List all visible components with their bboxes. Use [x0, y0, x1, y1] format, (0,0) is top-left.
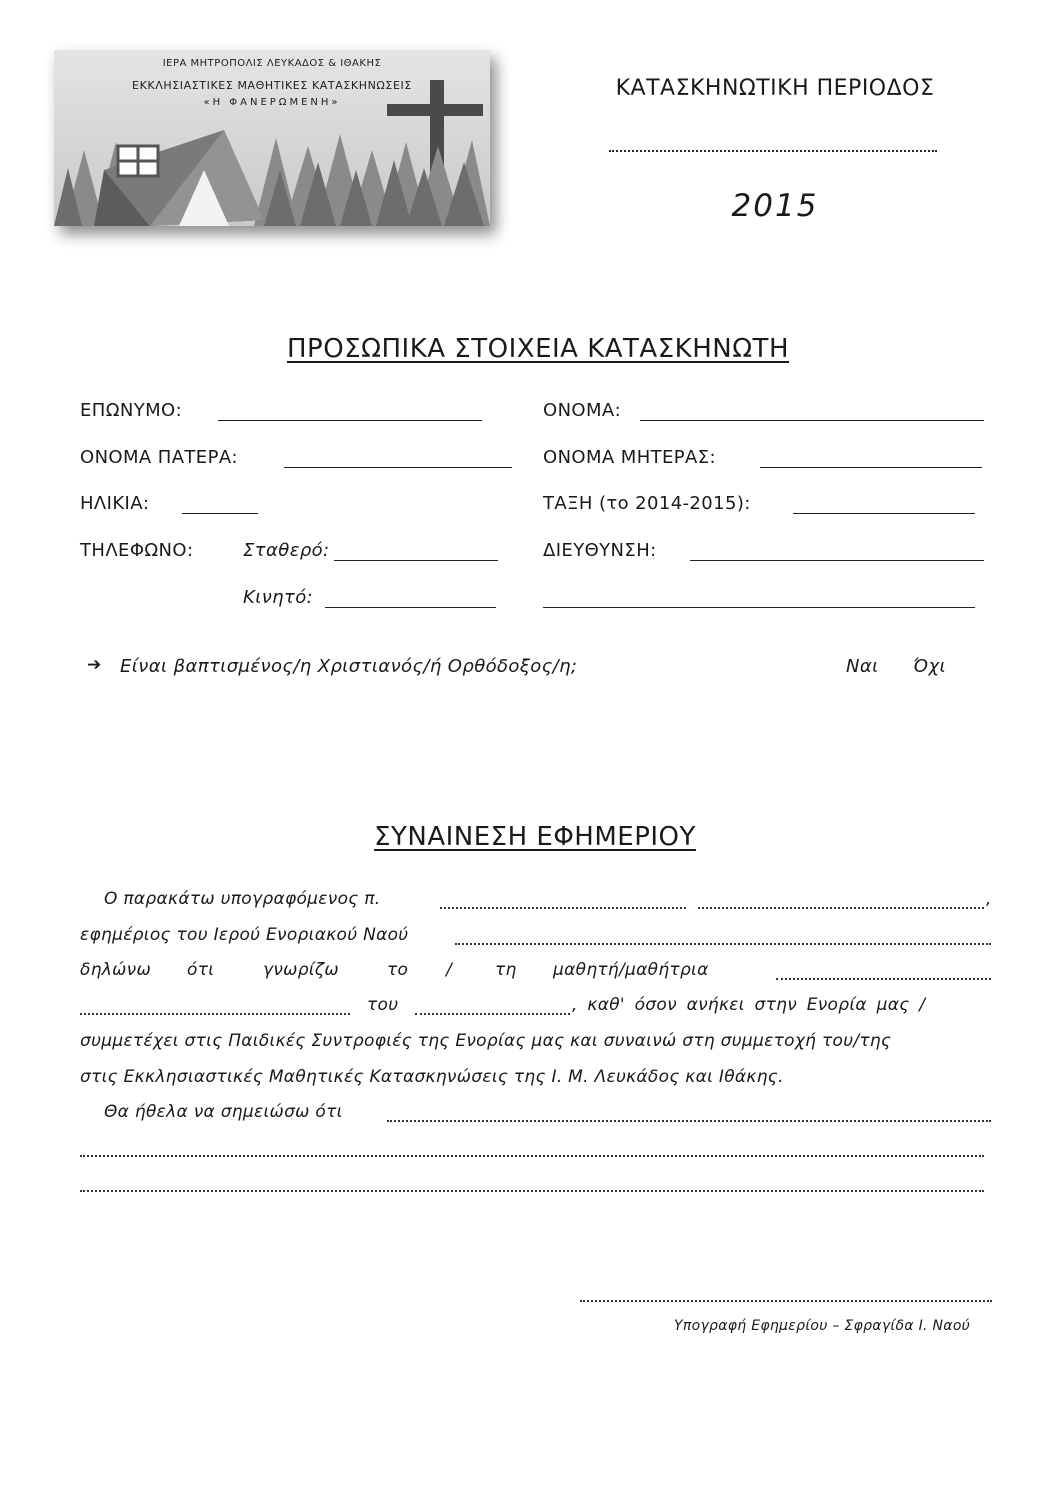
landline-field[interactable]	[334, 560, 498, 561]
logo-line-3: «Η ΦΑΝΕΡΩΜΕΝΗ»	[203, 97, 341, 108]
mother-name-field[interactable]	[760, 467, 982, 468]
camp-year: 2015	[731, 188, 819, 224]
priest-name-field[interactable]	[440, 907, 686, 909]
address-field[interactable]	[690, 560, 984, 561]
consent-word: ότι	[187, 960, 215, 980]
baptism-yes-option[interactable]: Ναι	[846, 656, 879, 677]
consent-camps-text: στις Εκκλησιαστικές Μαθητικές Κατασκηνώσεις της Ι. Μ. Λευκάδος και Ιθάκης.	[80, 1067, 784, 1087]
surname-label: ΕΠΩΝΥΜΟ:	[80, 400, 183, 421]
consent-word: του	[367, 995, 399, 1015]
note-label: Θα ήθελα να σημειώσω ότι	[104, 1102, 343, 1122]
baptism-question: Είναι βαπτισμένος/η Χριστιανός/ή Ορθόδοξος/η;	[120, 656, 578, 677]
consent-word: γνωρίζω	[263, 960, 339, 980]
consent-intro-text: Ο παρακάτω υπογραφόμενος π.	[104, 889, 381, 909]
grade-label: ΤΑΞΗ (το 2014-2015):	[543, 493, 751, 514]
camp-period-field[interactable]	[609, 140, 937, 152]
name-label: ΟΝΟΜΑ:	[543, 400, 622, 421]
parish-church-text: εφημέριος του Ιερού Ενοριακού Ναού	[80, 925, 409, 945]
name-field[interactable]	[640, 420, 984, 421]
address-label: ΔΙΕΥΘΥΝΣΗ:	[543, 540, 657, 561]
consent-participation-text: συμμετέχει στις Παιδικές Συντροφιές της Ενορίας μας και συναινώ στη συμμετοχή του/της	[80, 1031, 892, 1051]
logo-line-2: ΕΚΚΛΗΣΙΑΣΤΙΚΕΣ ΜΑΘΗΤΙΚΕΣ ΚΑΤΑΣΚΗΝΩΣΕΙΣ	[132, 79, 412, 92]
arrow-right-icon: ➔	[87, 655, 102, 675]
father-name-field[interactable]	[284, 467, 512, 468]
father-name-label: ΟΝΟΜΑ ΠΑΤΕΡΑ:	[80, 447, 239, 468]
father-name-consent-field[interactable]	[415, 1013, 570, 1015]
mother-name-label: ΟΝΟΜΑ ΜΗΤΕΡΑΣ:	[543, 447, 717, 468]
note-field-line-3[interactable]	[80, 1190, 984, 1192]
consent-word: το	[387, 960, 409, 980]
age-label: ΗΛΙΚΙΑ:	[80, 493, 150, 514]
consent-word: /	[446, 960, 453, 980]
camp-logo-illustration	[54, 50, 490, 226]
mobile-field[interactable]	[325, 607, 496, 608]
consent-parish-text: , καθ' όσον ανήκει στην Ενορία μας /	[572, 995, 926, 1015]
note-field-line-2[interactable]	[80, 1155, 984, 1157]
baptism-no-option[interactable]: Όχι	[913, 656, 947, 677]
surname-field[interactable]	[218, 420, 482, 421]
priest-consent-title: ΣΥΝΑΙΝΕΣΗ ΕΦΗΜΕΡΙΟΥ	[374, 822, 696, 852]
camp-period-label: ΚΑΤΑΣΚΗΝΩΤΙΚΗ ΠΕΡΙΟΔΟΣ	[615, 76, 935, 101]
landline-label: Σταθερό:	[243, 540, 330, 561]
priest-surname-field[interactable]	[698, 907, 984, 909]
personal-data-title: ΠΡΟΣΩΠΙΚΑ ΣΤΟΙΧΕΙΑ ΚΑΤΑΣΚΗΝΩΤΗ	[287, 334, 789, 364]
student-name-field[interactable]	[776, 978, 991, 980]
student-surname-field[interactable]	[80, 1013, 350, 1015]
mobile-label: Κινητό:	[243, 587, 314, 608]
note-field[interactable]	[387, 1120, 991, 1122]
signature-field[interactable]	[580, 1300, 992, 1302]
phone-label: ΤΗΛΕΦΩΝΟ:	[80, 540, 194, 561]
camp-logo	[54, 50, 490, 226]
comma-text: ,	[986, 889, 992, 909]
grade-field[interactable]	[793, 513, 975, 514]
address-field-line-2[interactable]	[543, 607, 975, 608]
consent-word: μαθητή/μαθήτρια	[553, 960, 709, 980]
consent-word: δηλώνω	[80, 960, 152, 980]
consent-word: τη	[495, 960, 517, 980]
signature-caption: Υπογραφή Εφημερίου – Σφραγίδα Ι. Ναού	[674, 1318, 971, 1334]
parish-church-field[interactable]	[455, 943, 991, 945]
logo-line-1: ΙΕΡΑ ΜΗΤΡΟΠΟΛΙΣ ΛΕΥΚΑΔΟΣ & ΙΘΑΚΗΣ	[162, 58, 382, 69]
age-field[interactable]	[182, 513, 258, 514]
